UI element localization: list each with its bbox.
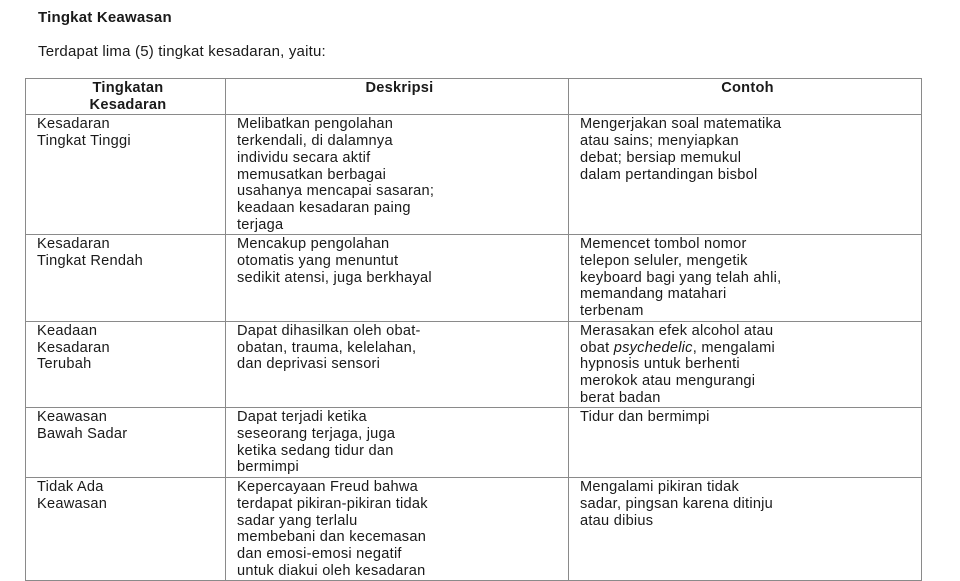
cell-description — [226, 115, 569, 235]
cell-line: Tingkatan — [92, 80, 164, 96]
cell-line: dalam pertandingan bisbol — [580, 166, 758, 183]
cell-line: Kepercayaan Freud bahwa — [237, 479, 418, 496]
cell-description — [226, 478, 569, 581]
cell-example — [569, 408, 922, 478]
cell-line: Kesadaran — [37, 339, 110, 356]
cell-line: Mencakup pengolahan — [237, 236, 390, 253]
cell-example — [569, 115, 922, 235]
cell-line: keyboard bagi yang telah ahli, — [580, 269, 782, 286]
cell-line: telepon seluler, mengetik — [580, 253, 748, 270]
cell-line: Terubah — [37, 356, 92, 373]
table-row — [26, 321, 922, 408]
cell-line: membebani dan kecemasan — [237, 529, 427, 546]
cell-line: Tidak Ada — [37, 479, 104, 496]
cell-level — [26, 478, 226, 581]
table-header-row — [26, 79, 922, 115]
italic-term: psychedelic — [613, 339, 693, 356]
cell-line: debat; bersiap memukul — [580, 149, 742, 166]
table-row — [26, 478, 922, 581]
cell-line: sadar, pingsan karena ditinju — [580, 495, 774, 512]
cell-line: dan deprivasi sensori — [237, 356, 381, 373]
cell-line: berat badan — [580, 389, 661, 406]
cell-line: Memencet tombol nomor — [580, 236, 747, 253]
cell-example — [569, 235, 922, 322]
cell-line: ketika sedang tidur dan — [237, 442, 394, 459]
header-level — [26, 79, 226, 115]
cell-line: merokok atau mengurangi — [580, 372, 756, 389]
cell-line: Tingkat Tinggi — [37, 133, 131, 150]
cell-description — [226, 235, 569, 322]
cell-line: Tidur dan bermimpi — [580, 409, 710, 426]
cell-line: Deskripsi — [365, 80, 434, 96]
cell-line: Melibatkan pengolahan — [237, 116, 394, 133]
cell-line: otomatis yang menuntut — [237, 253, 399, 270]
cell-line: Dapat terjadi ketika — [237, 409, 367, 426]
cell-line: Merasakan efek alcohol atau — [580, 322, 774, 339]
cell-line: Mengerjakan soal matematika — [580, 116, 782, 133]
cell-line — [580, 340, 915, 357]
cell-line: Kesadaran — [89, 96, 167, 113]
cell-line: Kesadaran — [37, 236, 110, 253]
cell-line: Keawasan — [37, 495, 108, 512]
cell-line: keadaan kesadaran paing — [237, 199, 411, 216]
table-row — [26, 408, 922, 478]
cell-line: Keawasan — [37, 409, 108, 426]
header-description — [226, 79, 569, 115]
cell-line: obatan, trauma, kelelahan, — [237, 339, 417, 356]
cell-line: memusatkan berbagai — [237, 166, 387, 183]
cell-line: Dapat dihasilkan oleh obat- — [237, 322, 421, 339]
cell-line: seseorang terjaga, juga — [237, 426, 396, 443]
cell-line: hypnosis untuk berhenti — [580, 356, 740, 373]
cell-line: terdapat pikiran-pikiran tidak — [237, 495, 428, 512]
cell-line: sedikit atensi, juga berkhayal — [237, 269, 432, 286]
intro-text: Terdapat lima (5) tingkat kesadaran, yaitu: — [38, 43, 326, 60]
cell-line: Bawah Sadar — [37, 426, 128, 443]
cell-line: terbenam — [580, 303, 644, 320]
cell-line: untuk diakui oleh kesadaran — [237, 562, 426, 579]
cell-line: Mengalami pikiran tidak — [580, 479, 740, 496]
cell-level — [26, 321, 226, 408]
cell-level — [26, 235, 226, 322]
cell-line: dan emosi-emosi negatif — [237, 545, 402, 562]
cell-line: Tingkat Rendah — [37, 253, 143, 270]
cell-line: individu secara aktif — [237, 149, 371, 166]
cell-line: terjaga — [237, 216, 284, 233]
cell-example — [569, 321, 922, 408]
cell-level — [26, 408, 226, 478]
cell-line: memandang matahari — [580, 286, 727, 303]
text-segment: obat — [580, 339, 614, 356]
header-example — [569, 79, 922, 115]
consciousness-levels-table — [25, 78, 922, 581]
cell-description — [226, 321, 569, 408]
cell-level — [26, 115, 226, 235]
cell-line: Contoh — [721, 80, 774, 96]
text-segment: , mengalami — [692, 339, 775, 356]
cell-line: atau sains; menyiapkan — [580, 133, 739, 150]
table-row — [26, 235, 922, 322]
cell-line: usahanya mencapai sasaran; — [237, 183, 435, 200]
section-title: Tingkat Keawasan — [38, 9, 172, 26]
table-row — [26, 115, 922, 235]
cell-line: sadar yang terlalu — [237, 512, 358, 529]
cell-line: atau dibius — [580, 512, 654, 529]
cell-line: Kesadaran — [37, 116, 110, 133]
cell-example — [569, 478, 922, 581]
cell-line: bermimpi — [237, 459, 300, 476]
cell-line: Keadaan — [37, 322, 98, 339]
cell-line: terkendali, di dalamnya — [237, 133, 393, 150]
cell-description — [226, 408, 569, 478]
